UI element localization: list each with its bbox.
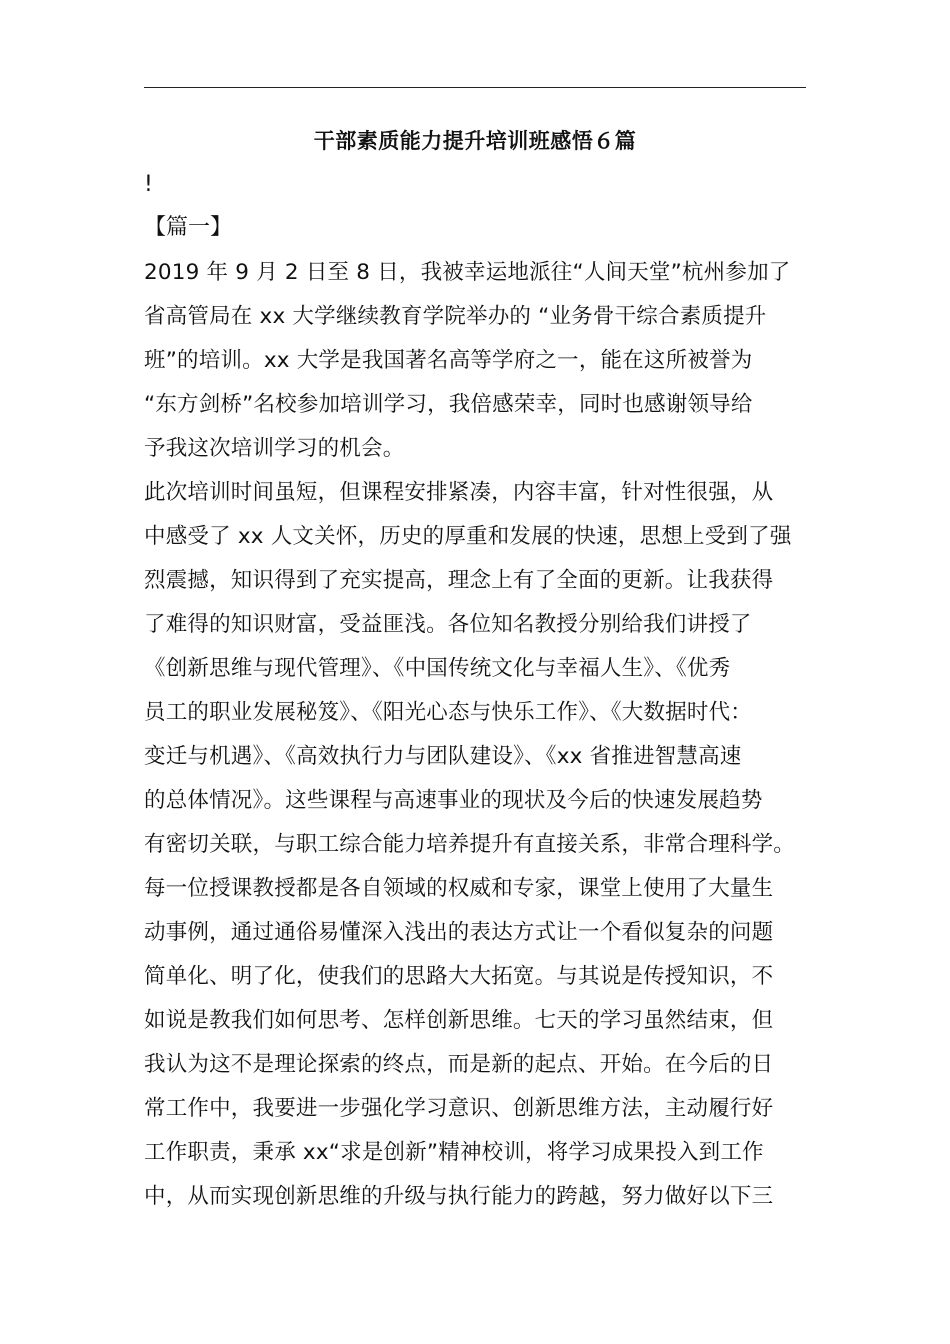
paragraph-line: 有密切关联，与职工综合能力培养提升有直接关系，非常合理科学。 (144, 832, 796, 857)
paragraph-line: 《创新思维与现代管理》、《中国传统文化与幸福人生》、《优秀 (144, 656, 731, 681)
document-title: 干部素质能力提升培训班感悟６篇 (313, 129, 637, 153)
paragraph-line: 了难得的知识财富，受益匪浅。各位知名教授分别给我们讲授了 (144, 612, 752, 637)
paragraph-line: 动事例，通过通俗易懂深入浅出的表达方式让一个看似复杂的问题 (144, 920, 774, 945)
paragraph-line: 变迁与机遇》、《高效执行力与团队建设》、《xx 省推进智慧高速 (144, 744, 742, 769)
paragraph-line: 中感受了 xx 人文关怀，历史的厚重和发展的快速，思想上受到了强 (144, 524, 792, 549)
exclamation-mark: ! (144, 172, 153, 197)
paragraph-line: 2019 年 9 月 2 日至 8 日，我被幸运地派往“人间天堂”杭州参加了 (144, 260, 791, 285)
paragraph-line: 如说是教我们如何思考、怎样创新思维。七天的学习虽然结束，但 (144, 1008, 774, 1033)
paragraph-line: 予我这次培训学习的机会。 (144, 436, 405, 461)
paragraph-line: 我认为这不是理论探索的终点，而是新的起点、开始。在今后的日 (144, 1052, 774, 1077)
paragraph-line: “东方剑桥”名校参加培训学习，我倍感荣幸，同时也感谢领导给 (144, 392, 753, 417)
paragraph-line: 中，从而实现创新思维的升级与执行能力的跨越，努力做好以下三 (144, 1184, 774, 1209)
paragraph-line: 工作职责，秉承 xx“求是创新”精神校训，将学习成果投入到工作 (144, 1140, 764, 1165)
paragraph-line: 的总体情况》。这些课程与高速事业的现状及今后的快速发展趋势 (144, 788, 763, 813)
header-rule (144, 87, 806, 88)
paragraph-line: 员工的职业发展秘笈》、《阳光心态与快乐工作》、《大数据时代： (144, 700, 753, 725)
paragraph-line: 每一位授课教授都是各自领域的权威和专家，课堂上使用了大量生 (144, 876, 774, 901)
section-heading: 【篇一】 (144, 215, 233, 240)
paragraph-line: 班”的培训。xx 大学是我国著名高等学府之一，能在这所被誉为 (144, 348, 753, 373)
paragraph-line: 简单化、明了化，使我们的思路大大拓宽。与其说是传授知识，不 (144, 964, 774, 989)
paragraph-line: 此次培训时间虽短，但课程安排紧凑，内容丰富，针对性很强，从 (144, 480, 774, 505)
paragraph-line: 烈震撼，知识得到了充实提高，理念上有了全面的更新。让我获得 (144, 568, 774, 593)
paragraph-line: 省高管局在 xx 大学继续教育学院举办的 “业务骨干综合素质提升 (144, 304, 767, 329)
paragraph-line: 常工作中，我要进一步强化学习意识、创新思维方法，主动履行好 (144, 1096, 774, 1121)
